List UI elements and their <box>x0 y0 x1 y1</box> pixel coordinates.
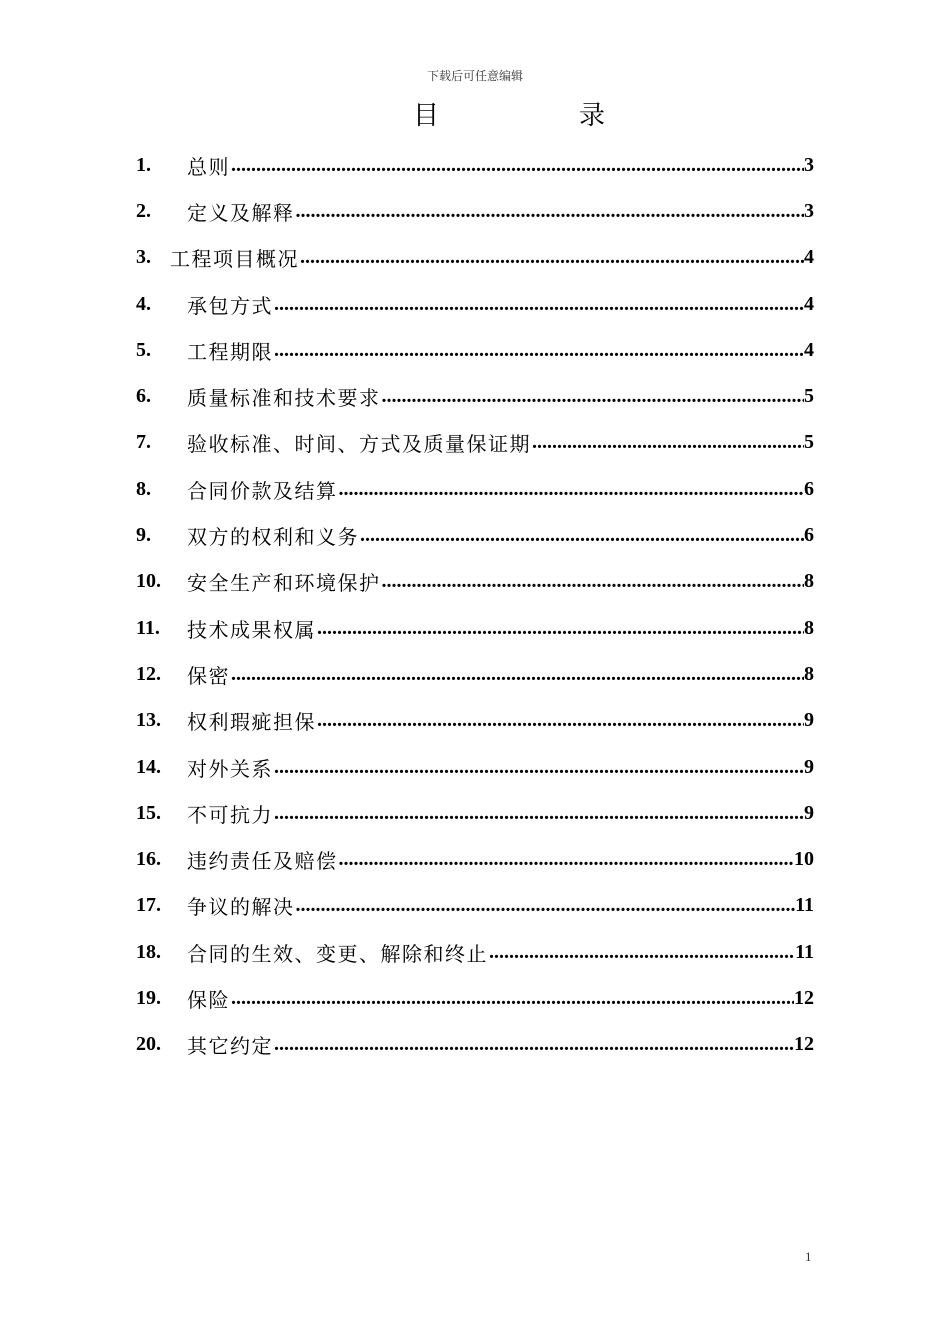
toc-entry-number: 11. <box>136 616 160 639</box>
toc-entry-number: 14. <box>136 755 161 778</box>
toc-dot-leader <box>300 246 804 269</box>
toc-entry-number: 8. <box>136 477 151 500</box>
toc-entry-page: 4 <box>804 338 814 361</box>
toc-entry-title: 双方的权利和义务 <box>187 525 359 550</box>
toc-entry-16[interactable] <box>136 836 814 882</box>
toc-dot-leader <box>231 663 804 686</box>
toc-entry-1[interactable] <box>136 142 814 188</box>
toc-entry-number: 7. <box>136 431 151 454</box>
toc-dot-leader <box>274 339 804 362</box>
toc-title-part2: 录 <box>579 101 606 131</box>
toc-entry-17[interactable] <box>136 883 814 929</box>
toc-entry-page: 10 <box>794 848 814 871</box>
toc-dot-leader <box>317 617 804 640</box>
toc-entry-page: 3 <box>804 153 814 176</box>
toc-entry-page: 8 <box>804 570 814 593</box>
toc-dot-leader <box>296 200 805 223</box>
toc-entry-number: 18. <box>136 940 161 963</box>
toc-entry-title: 总则 <box>187 154 230 179</box>
toc-entry-page: 9 <box>804 755 814 778</box>
toc-entry-page: 9 <box>804 801 814 824</box>
toc-entry-number: 1. <box>136 153 151 176</box>
toc-entry-number: 9. <box>136 524 151 547</box>
toc-entry-title: 保险 <box>187 987 230 1012</box>
toc-title <box>0 98 950 134</box>
toc-dot-leader <box>532 431 804 454</box>
toc-entry-title: 争议的解决 <box>187 895 295 920</box>
toc-dot-leader <box>296 894 796 917</box>
toc-entry-number: 4. <box>136 292 151 315</box>
toc-entry-page: 6 <box>804 477 814 500</box>
toc-entry-title: 对外关系 <box>187 756 273 781</box>
toc-dot-leader <box>360 524 804 547</box>
toc-entry-title: 保密 <box>187 663 230 688</box>
toc-entry-number: 17. <box>136 894 161 917</box>
toc-entry-5[interactable] <box>136 327 814 373</box>
toc-entry-number: 3. <box>136 246 151 269</box>
toc-entry-6[interactable] <box>136 373 814 419</box>
page-number: 1 <box>805 1249 812 1264</box>
toc-entry-13[interactable] <box>136 698 814 744</box>
toc-dot-leader <box>382 385 805 408</box>
toc-entry-number: 6. <box>136 385 151 408</box>
toc-entry-number: 20. <box>136 1033 161 1056</box>
toc-entry-title: 不可抗力 <box>187 802 273 827</box>
toc-entry-8[interactable] <box>136 466 814 512</box>
toc-entry-4[interactable] <box>136 281 814 327</box>
toc-entry-10[interactable] <box>136 559 814 605</box>
toc-entry-2[interactable] <box>136 188 814 234</box>
toc-list <box>136 142 814 1068</box>
toc-entry-page: 8 <box>804 662 814 685</box>
toc-dot-leader <box>489 941 795 964</box>
toc-entry-15[interactable] <box>136 790 814 836</box>
toc-entry-9[interactable] <box>136 512 814 558</box>
toc-entry-title: 验收标准、时间、方式及质量保证期 <box>187 432 531 457</box>
toc-dot-leader <box>382 570 805 593</box>
toc-title-part1: 目 <box>413 101 440 131</box>
toc-entry-page: 5 <box>804 431 814 454</box>
toc-entry-title: 权利瑕疵担保 <box>187 710 316 735</box>
toc-entry-page: 11 <box>795 894 814 917</box>
toc-entry-number: 15. <box>136 801 161 824</box>
toc-entry-title: 合同的生效、变更、解除和终止 <box>187 941 488 966</box>
toc-entry-14[interactable] <box>136 744 814 790</box>
toc-entry-number: 12. <box>136 662 161 685</box>
toc-dot-leader <box>339 478 805 501</box>
toc-entry-11[interactable] <box>136 605 814 651</box>
toc-entry-number: 13. <box>136 709 161 732</box>
toc-entry-number: 19. <box>136 986 161 1009</box>
toc-entry-number: 2. <box>136 199 151 222</box>
toc-dot-leader <box>231 154 804 177</box>
toc-entry-3[interactable] <box>136 235 814 281</box>
toc-entry-title: 合同价款及结算 <box>187 478 338 503</box>
toc-dot-leader <box>317 709 804 732</box>
toc-entry-12[interactable] <box>136 651 814 697</box>
toc-entry-page: 4 <box>804 292 814 315</box>
toc-entry-page: 5 <box>804 385 814 408</box>
toc-entry-page: 11 <box>795 940 814 963</box>
toc-dot-leader <box>274 293 804 316</box>
toc-entry-number: 16. <box>136 848 161 871</box>
toc-entry-page: 12 <box>794 1033 814 1056</box>
toc-entry-title: 质量标准和技术要求 <box>187 386 381 411</box>
toc-entry-title: 其它约定 <box>187 1034 273 1059</box>
toc-entry-19[interactable] <box>136 975 814 1021</box>
page-header-note: 下载后可任意编辑 <box>426 69 523 83</box>
toc-entry-title: 技术成果权属 <box>187 617 316 642</box>
toc-entry-number: 5. <box>136 338 151 361</box>
toc-entry-page: 9 <box>804 709 814 732</box>
toc-entry-title: 安全生产和环境保护 <box>187 571 381 596</box>
toc-dot-leader <box>274 756 804 779</box>
toc-dot-leader <box>231 987 794 1010</box>
toc-dot-leader <box>274 802 804 825</box>
toc-entry-title: 工程项目概况 <box>170 247 299 272</box>
toc-entry-18[interactable] <box>136 929 814 975</box>
toc-entry-page: 3 <box>804 199 814 222</box>
toc-entry-title: 承包方式 <box>187 293 273 318</box>
toc-entry-page: 12 <box>794 986 814 1009</box>
toc-entry-title: 工程期限 <box>187 339 273 364</box>
toc-entry-title: 定义及解释 <box>187 200 295 225</box>
toc-entry-title: 违约责任及赔偿 <box>187 849 338 874</box>
toc-entry-20[interactable] <box>136 1022 814 1068</box>
toc-entry-page: 8 <box>804 616 814 639</box>
toc-entry-number: 10. <box>136 570 161 593</box>
toc-dot-leader <box>339 848 795 871</box>
toc-entry-page: 6 <box>804 524 814 547</box>
toc-entry-page: 4 <box>804 246 814 269</box>
toc-dot-leader <box>274 1033 794 1056</box>
toc-entry-7[interactable] <box>136 420 814 466</box>
